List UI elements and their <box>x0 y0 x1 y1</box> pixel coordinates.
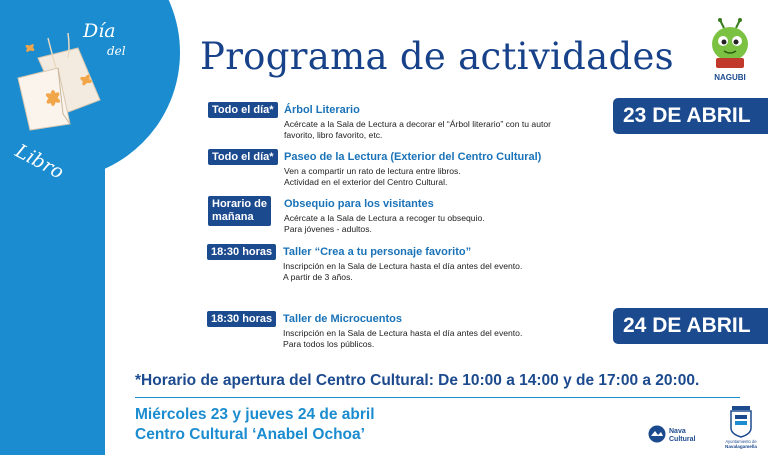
activity-title: Árbol Literario <box>284 104 360 116</box>
libro-label: Libro <box>11 140 68 184</box>
activity-desc-line: Para jóvenes - adultos. <box>284 224 372 234</box>
del-label: del <box>107 44 126 58</box>
activity-title: Obsequio para los visitantes <box>284 198 434 210</box>
opening-hours-note: *Horario de apertura del Centro Cultural: De 10:00 a 14:00 y de 17:00 a 20:00. <box>135 372 700 389</box>
nagubi-mascot-logo <box>706 18 754 84</box>
nava-logo-line: Nava <box>669 428 686 435</box>
time-badge: 18:30 horas <box>207 244 276 260</box>
time-badge <box>208 196 271 226</box>
time-badge: Todo el día* <box>208 149 278 165</box>
activity-title: Paseo de la Lectura (Exterior del Centro Cultural) <box>284 151 542 163</box>
open-book-illustration <box>8 28 108 138</box>
page-title: Programa de actividades <box>200 35 674 78</box>
ayto-logo-line: Ayuntamiento de <box>725 439 757 444</box>
activity-desc-line: favorito, libro favorito, etc. <box>284 130 383 140</box>
activity-title: Taller “Crea a tu personaje favorito” <box>283 246 472 258</box>
activity-title: Taller de Microcuentos <box>283 313 402 325</box>
activity-desc-line: Acércate a la Sala de Lectura a recoger tu obsequio. <box>284 213 485 223</box>
dia-label: Día <box>83 20 116 42</box>
navalagamella-logo-line: Navalagamella <box>725 444 757 449</box>
activity-desc-line: Acércate a la Sala de Lectura a decorar el “Árbol literario” con tu autor <box>284 119 552 129</box>
nava-cultural-logo <box>648 424 706 444</box>
mascot-label: NAGUBI <box>714 73 746 82</box>
cultural-logo-line: Cultural <box>669 436 696 443</box>
activity-desc-line: Inscripción en la Sala de Lectura hasta el día antes del evento. <box>283 261 523 271</box>
time-badge-line: Horario de <box>212 198 268 210</box>
time-badge-line: mañana <box>212 211 254 223</box>
activity-desc-line: Actividad en el exterior del Centro Cultural. <box>284 177 448 187</box>
date-badge-23: 23 DE ABRIL <box>613 98 768 134</box>
activity-desc-line: Para todos los públicos. <box>283 339 375 349</box>
ayuntamiento-crest-logo <box>718 404 764 450</box>
time-badge: Todo el día* <box>208 102 278 118</box>
footer-venue: Centro Cultural ‘Anabel Ochoa’ <box>135 426 365 443</box>
activity-desc-line: Ven a compartir un rato de lectura entre libros. <box>284 166 461 176</box>
activity-desc-line: A partir de 3 años. <box>283 272 353 282</box>
divider <box>135 397 740 398</box>
footer-dates: Miércoles 23 y jueves 24 de abril <box>135 406 375 423</box>
date-badge-24: 24 DE ABRIL <box>613 308 768 344</box>
time-badge: 18:30 horas <box>207 311 276 327</box>
activity-desc-line: Inscripción en la Sala de Lectura hasta el día antes del evento. <box>283 328 523 338</box>
